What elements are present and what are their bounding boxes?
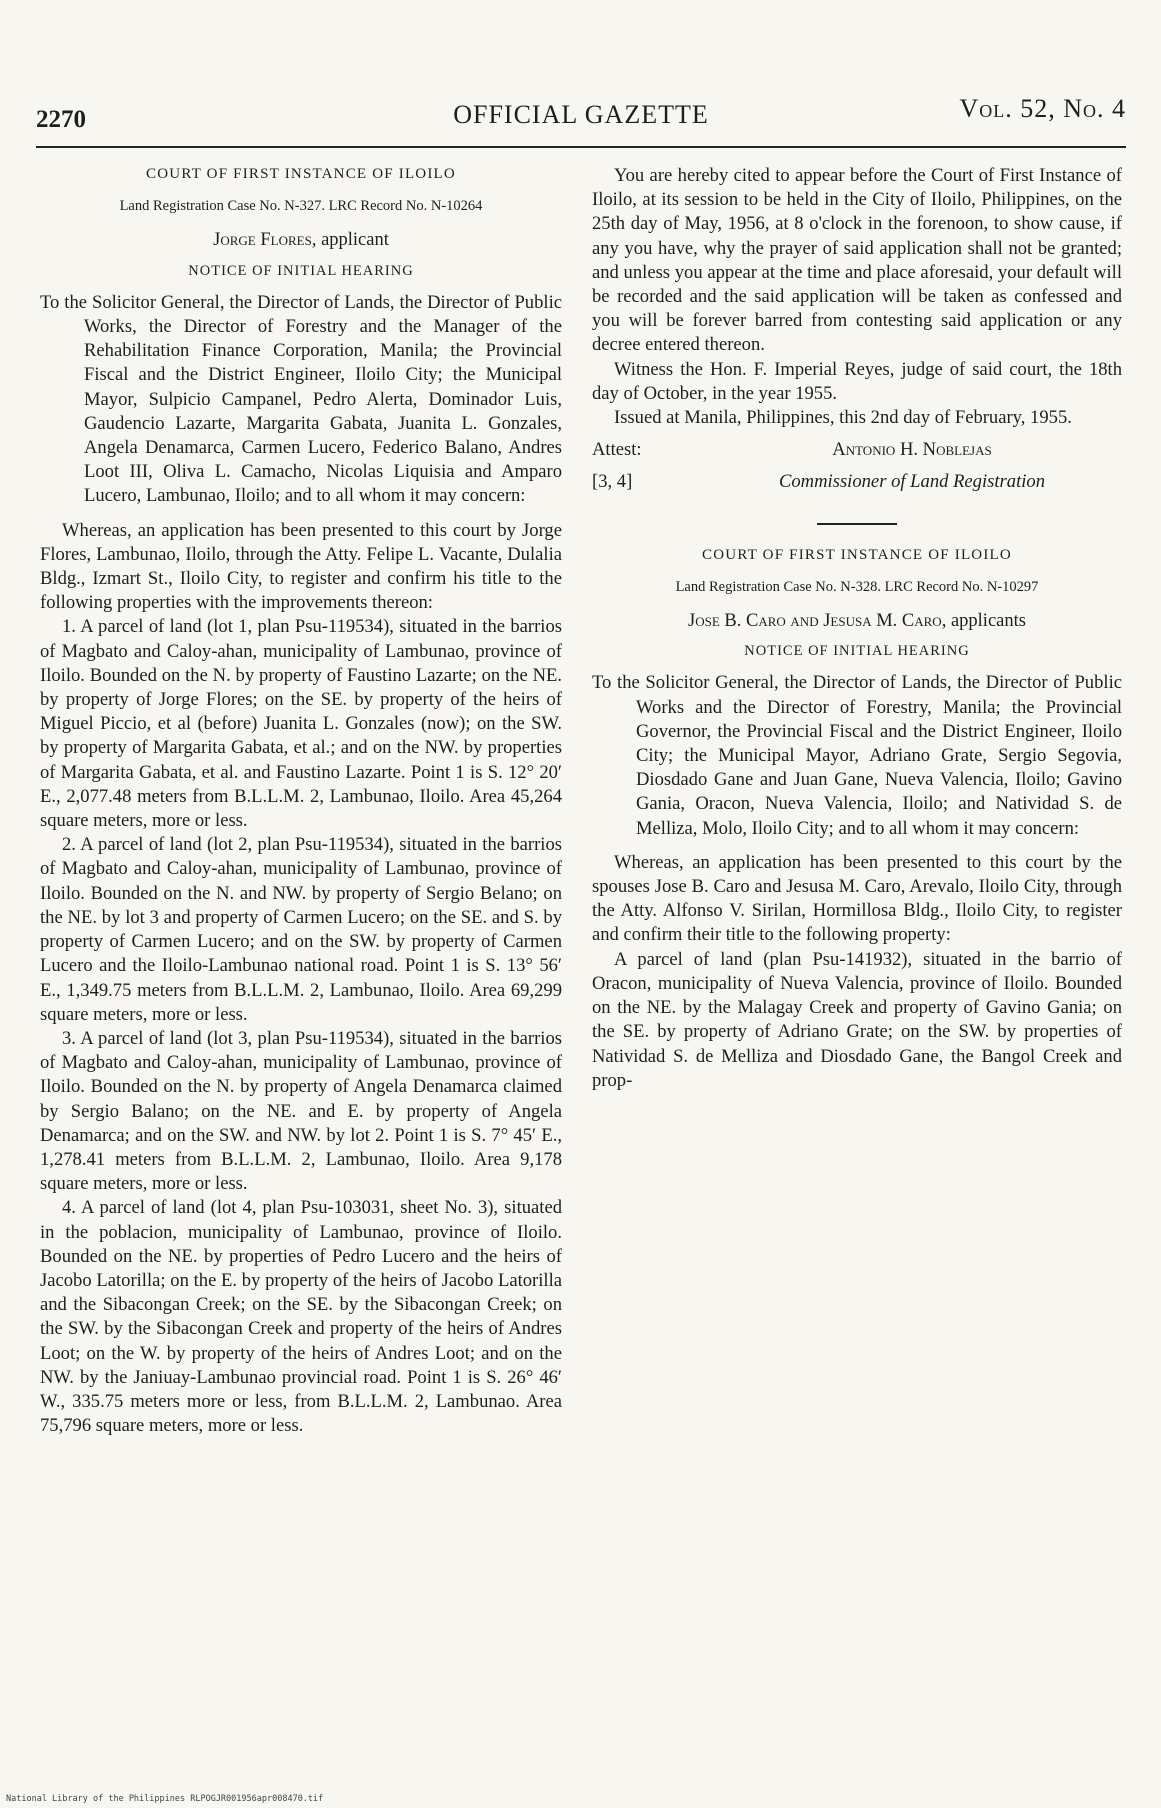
issue-reference: [3, 4]	[592, 471, 633, 493]
notice1-whereas: Whereas, an application has been presented to this court by Jorge Flores, Lambunao, Iloilo, through the Atty. Felipe L. Vacante, Dulalia Bldg., Izmart St., Iloilo City, to register and confirm his title to the following properties with the improvements thereon:	[40, 519, 562, 614]
right-column	[592, 164, 1122, 1093]
notice1-applicant-name: Jorge Flores	[213, 230, 312, 251]
notice1-parcel-4: 4. A parcel of land (lot 4, plan Psu-103031, sheet No. 3), situated in the poblacion, municipality of Lambunao, province of Iloilo. Bounded on the NE. by properties of Pedro Lucero and the heirs of Jacobo Latorilla; on the E. by property of the heirs of Jacobo Latorilla and the Sibacongan Creek; on the SE. by the Sibacongan Creek; on the SW. by the Sibacongan Creek and property of the heirs of Andres Loot; on the W. by property of the heirs of Andres Loot; and on the NW. by the Janiuay-Lambunao provincial road. Point 1 is S. 26° 46′ W., 335.75 meters more or less, from B.L.L.M. 2, Lambunao. Area 75,796 square meters, more or less.	[40, 1197, 562, 1437]
notice2-addressees: To the Solicitor General, the Director of Lands, the Director of Public Works and the Director of Forestry, Manila; the Provincial Governor, the Provincial Fiscal and the District Engineer, Iloilo City; the Municipal Mayor, Adriano Grate, Sergio Segovia, Diosdado Gane and Juan Gane, Nueva Valencia, Iloilo; Gavino Gania, Oracon, Nueva Valencia, Iloilo; and Natividad S. de Melliza, Molo, Iloilo City; and to all whom it may concern:	[592, 672, 1122, 839]
scan-footer: National Library of the Philippines RLPOGJR001956apr008470.tif	[6, 1794, 324, 1804]
left-column	[40, 160, 562, 1438]
notice1-parcel-3: 3. A parcel of land (lot 3, plan Psu-119534), situated in the barrios of Magbato and Caloy-ahan, municipality of Lambunao, province of Iloilo. Bounded on the N. by property of Angela Denamarca claimed by Sergio Balano; on the NE. and E. by property of Angela Denamarca; and on the SW. and NW. by lot 2. Point 1 is S. 7° 45′ E., 1,278.41 meters from B.L.L.M. 2, Lambunao, Iloilo. Area 9,178 square meters, more or less.	[40, 1027, 562, 1195]
signatory-name: Antonio H. Noblejas	[832, 439, 992, 461]
notice1-applicant	[40, 228, 562, 252]
notice2-case-line: Land Registration Case No. N-328. LRC Record No. N-10297	[675, 578, 1039, 595]
notice1-witness: Witness the Hon. F. Imperial Reyes, judge of said court, the 18th day of October, in the year 1955.	[592, 358, 1122, 404]
volume-number: Vol. 52, No. 4	[959, 94, 1126, 123]
notice1-parcel-2: 2. A parcel of land (lot 2, plan Psu-119534), situated in the barrios of Magbato and Caloy-ahan, municipality of Lambunao, province of Iloilo. Bounded on the N. and NW. by property of Sergio Belano; on the NE. by lot 3 and property of Carmen Lucero; on the SE. and S. by property of Carmen Lucero; and on the SW. by property of Carmen Lucero and the Iloilo-Lambunao national road. Point 1 is S. 13° 56′ E., 1,349.75 meters from B.L.L.M. 2, Lambunao, Iloilo. Area 69,299 square meters, more or less.	[40, 834, 562, 1025]
notice1-addressees: To the Solicitor General, the Director of Lands, the Director of Public Works, the Director of Forestry and the Manager of the Rehabilitation Finance Corporation, Manila; the Provincial Fiscal and the District Engineer, Iloilo City; the Municipal Mayor, Sulpicio Campanel, Pedro Alerta, Dominador Luis, Gaudencio Lazarte, Margarita Gabata, Juanita L. Gonzales, Angela Denamarca, Carmen Lucero, Federico Balano, Andres Loot III, Oliva L. Camacho, Nicolas Liquisia and Amparo Lucero, Lambunao, Iloilo; and to all whom it may concern:	[40, 291, 562, 507]
signatory-title: Commissioner of Land Registration	[778, 471, 1045, 493]
page-header	[36, 92, 1126, 142]
notice2-applicant-names: Jose B. Caro and Jesusa M. Caro	[688, 611, 942, 632]
notice2-applicant	[592, 609, 1122, 633]
attest-label: Attest:	[592, 439, 642, 461]
notice1-title: NOTICE OF INITIAL HEARING	[188, 262, 414, 279]
notice1-cited: You are hereby cited to appear before the Court of First Instance of Iloilo, at its session to be held in the City of Iloilo, Philippines, on the 25th day of May, 1956, at 8 o'clock in the forenoon, to show cause, if any you have, why the prayer of said application shall not be granted; and unless you appear at the time and place aforesaid, your default will be recorded and the said application will be taken as confessed and you will be forever barred from contesting said application or any decree entered thereon.	[592, 165, 1122, 356]
header-rule	[36, 146, 1126, 148]
notice1-issued: Issued at Manila, Philippines, this 2nd day of February, 1955.	[614, 407, 1072, 429]
notice1-court: COURT OF FIRST INSTANCE OF ILOILO	[146, 166, 456, 182]
notice2-applicant-suffix: , applicants	[941, 611, 1026, 632]
notice2-parcel: A parcel of land (plan Psu-141932), situated in the barrio of Oracon, municipality of Nueva Valencia, province of Iloilo. Bounded on the NE. by the Malagay Creek and property of Gavino Gania; on the SE. by property of Adriano Grate; on the SW. by properties of Natividad S. de Melliza and Diosdado Gane, the Bangol Creek and prop-	[592, 948, 1122, 1091]
gazette-title: OFFICIAL GAZETTE	[453, 100, 709, 129]
notice2-whereas: Whereas, an application has been presented to this court by the spouses Jose B. Caro and Jesusa M. Caro, Arevalo, Iloilo City, through the Atty. Alfonso V. Sirilan, Hormillosa Bldg., Iloilo City, to register and confirm their title to the following property:	[592, 851, 1122, 946]
notice2-title: NOTICE OF INITIAL HEARING	[744, 643, 970, 660]
notice2-court: COURT OF FIRST INSTANCE OF ILOILO	[702, 546, 1012, 563]
notice1-applicant-suffix: , applicant	[311, 230, 389, 251]
notice-divider	[817, 523, 897, 525]
notice1-case-line: Land Registration Case No. N-327. LRC Record No. N-10264	[119, 198, 483, 215]
notice1-ref-row	[592, 470, 1122, 494]
notice1-parcel-1: 1. A parcel of land (lot 1, plan Psu-119534), situated in the barrios of Magbato and Caloy-ahan, municipality of Lambunao, province of Iloilo. Bounded on the N. by property of Faustino Lazarte; on the NE. by property of Jorge Flores; on the SE. by property of the heirs of Miguel Piccio, et al (before) Juanita L. Gonzales (now); on the SW. by property of Margarita Gabata, et al.; and on the NW. by properties of Margarita Gabata, et al. and Faustino Lazarte. Point 1 is S. 12° 20′ E., 2,077.48 meters from B.L.L.M. 2, Lambunao, Iloilo. Area 45,264 square meters, more or less.	[40, 616, 562, 832]
page-number: 2270	[36, 106, 86, 133]
notice1-attest-row	[592, 438, 1122, 462]
